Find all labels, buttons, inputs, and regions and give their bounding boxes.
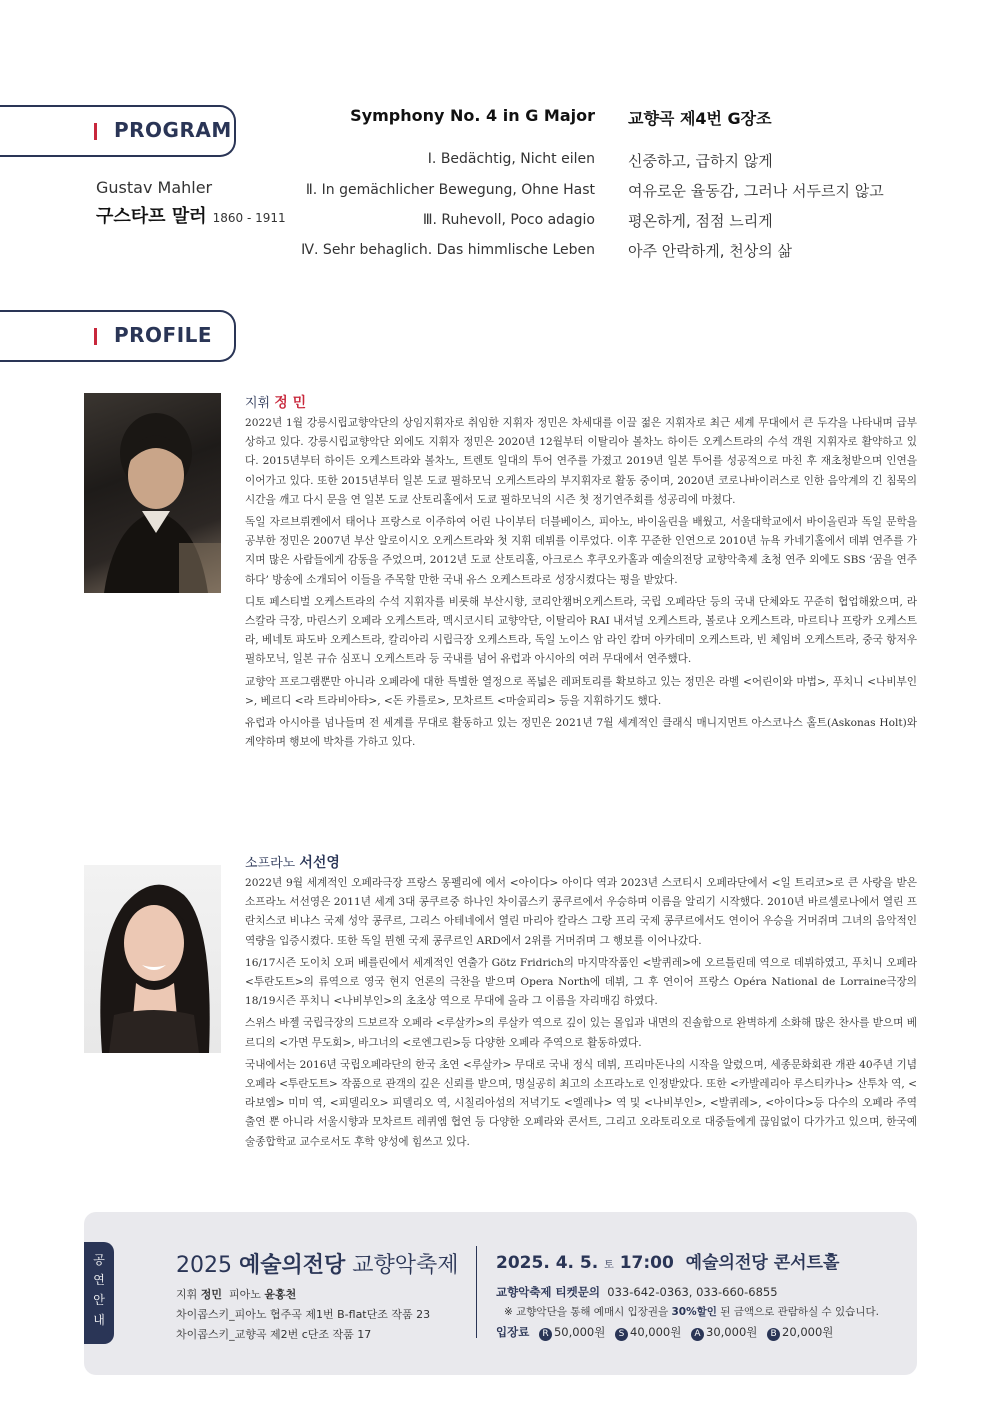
movement-3-en: Ⅲ. Ruhevoll, Poco adagio [422,212,595,228]
venue-brand-logo: 예술의전당 [239,1253,346,1278]
price-label: 입장료 [496,1325,530,1339]
footer-conductor-name: 정민 [200,1288,223,1301]
price-a: 30,000원 [706,1325,758,1339]
soprano-bio-paragraph: 국내에서는 2016년 국립오페라단의 한국 초연 <루살카> 무대로 국내 정식 데뷔, 프리마돈나의 시작을 알렸으며, 세종문화회관 개관 40주년 기념 오페라 <투란도트> 작품으로 관객의 깊은 신뢰를 받으며, 명실공히 최고의 소프라노로 인정받았다. 또한 <카발레리아 루스티카나> 산투차 역, <라보엠> 미미 역, <피델리오> 피델리오 역, 시칠리아섬의 저녁기도 <엘레나> 역 및 <나비부인>, <발퀴레>, <아이다>등 다수의 오페라 주역 출연 뿐 아니라 서울시향과 모차르트 레퀴엠 협연 등 다양한 오페라와 콘서트, 그리고 오라토리오로 대중들에게 끊임없이 다가가고 있으며, 한국예술종합학교 교수로서도 후학 양성에 힘쓰고 있다. [245,1058,917,1148]
ticket-inquiry-label: 교향악축제 티켓문의 [496,1285,600,1299]
performance-info-tag-label: 공연안내 [93,1253,105,1327]
movement-1-en: Ⅰ. Bedächtig, Nicht eilen [427,151,595,167]
soprano-role: 소프라노 [245,856,296,871]
conductor-bio-paragraph: 교향악 프로그램뿐만 아니라 오페라에 대한 특별한 열정으로 폭넓은 레퍼토리를 확보하고 있는 정민은 라벨 <어린이와 마법>, 푸치니 <나비부인>, 베르디 <라 트라비아타>, <돈 카를로>, 모차르트 <마술피리> 등을 지휘하기도 했다. [245,675,917,707]
movement-2-en: Ⅱ. In gemächlicher Bewegung, Ohne Hast [305,182,595,198]
conductor-label: 지휘 [176,1288,198,1301]
footer-divider [476,1246,477,1338]
discount-note [504,1304,879,1319]
work-title-ko: 교향곡 제4번 G장조 [628,109,772,128]
soprano-bio [245,874,917,1155]
profile-section-tab [0,310,236,362]
soprano-heading [245,852,340,872]
festival-name: 교향악축제 [352,1253,459,1278]
conductor-bio-paragraph: 2022년 1월 강릉시립교향악단의 상임지휘자로 취임한 지휘자 정민은 차세대를 이끌 젊은 지휘자로 최근 세계 무대에서 큰 두각을 나타내며 급부상하고 있다. 강릉시립교향악단 외에도 지휘자 정민은 2020년 12월부터 이탈리아 볼차노 하이든 오케스트라의 수석 객원 지휘자로 활약하고 있다. 2015년부터 하이든 오케스트라와 볼차노, 트렌토 일대의 투어 연주를 가졌고 2019년 일본 투어를 성공적으로 마친 후 재초청받으며 인연을 이어가고 있다. 또한 2015년부터 일본 도쿄 필하모닉 오케스트라의 부지휘자로 활동 중이며, 2020년 코로나바이러스로 인한 음악계의 긴 침묵의 시간을 깨고 다시 문을 연 일본 도쿄 산토리홀에서 도쿄 필하모닉의 시즌 첫 정기연주회를 성공리에 마쳤다. [245,417,917,506]
grade-r-badge: R [539,1328,552,1341]
ticket-phones: 033-642-0363, 033-660-6855 [607,1285,778,1299]
price-b: 20,000원 [782,1325,834,1339]
grade-s-badge: S [615,1328,628,1341]
section-marker [94,123,97,140]
price-list [496,1324,833,1341]
soprano-portrait-illustration [84,865,221,1053]
performers-line [176,1286,296,1302]
discount-rate: 30%할인 [671,1306,717,1318]
price-s: 40,000원 [630,1325,682,1339]
conductor-heading [245,392,306,412]
conductor-bio [245,414,917,755]
conductor-bio-paragraph: 독일 자르브뤼켄에서 태어나 프랑스로 이주하여 어린 나이부터 더블베이스, 피아노, 바이올린을 배웠고, 서울대학교에서 바이올린과 독일 문학을 공부한 정민은 2007년 부산 알로이시오 오케스트라와 첫 지휘 데뷔를 이루었다. 이후 꾸준한 인연으로 2010년 뉴욕 카네기홀에서 데뷔 연주를 가지며 많은 사람들에게 감동을 주었으며, 2012년 도쿄 산토리홀, 아크로스 후쿠오카홀과 예술의전당 교향악축제 초청 연주 외에도 SBS ‘꿈을 연주하다’ 방송에 소개되어 이들을 주목할 만한 국내 유스 오케스트라로 성장시켰다는 평을 받았다. [245,516,917,586]
piano-label: 피아노 [229,1288,261,1301]
section-marker [94,328,97,345]
profile-heading: PROFILE [114,323,213,347]
performance-datetime [496,1248,839,1273]
movement-2-ko: 여유로운 율동감, 그러나 서두르지 않고 [628,182,884,200]
movement-4-en: Ⅳ. Sehr behaglich. Das himmlische Leben [301,242,595,258]
ticket-inquiry [496,1284,778,1300]
composer-name-ko [96,202,286,228]
program-heading: PROGRAM [114,118,232,142]
movement-4-ko: 아주 안락하게, 천상의 삶 [628,242,792,260]
festival-year: 2025 [176,1253,232,1278]
soprano-bio-paragraph: 2022년 9월 세계적인 오페라극장 프랑스 몽펠리에 에서 <아이다> 아이다 역과 2023년 스코티시 오페라단에서 <일 트리코>로 큰 사랑을 받은 소프라노 서선영은 2011년 세계 3대 콩쿠르중 하나인 차이콥스키 콩쿠르에서 우승하며 이름을 알리기 시작했다. 2010년 바르셀로나에서 열린 프란치스코 비냐스 국제 성악 콩쿠르, 그리스 아테네에서 열린 마리아 칼라스 그랑 프리 국제 콩쿠르에서도 연이어 우승을 거머쥐며 그녀의 음악적인 역량을 입증시켰다. 또한 독일 뮌헨 국제 콩쿠르인 ARD에서 2위를 거머쥐며 그 행보를 이어나갔다. [245,877,917,947]
soprano-bio-paragraph: 16/17시즌 도이치 오퍼 베를린에서 세계적인 연출가 Götz Fridrich의 마지막작품인 <발퀴레>에 오르틀린데 역으로 데뷔하였고, 푸치니 오페라 <투란도트>의 류역으로 영국 현지 언론의 극찬을 받으며 Opera North에 데뷔, 그 후 연이어 프랑스 Opéra National de Lorraine극장의 18/19시즌 푸치니 <나비부인>의 초초상 역으로 무대에 올라 그 이름을 자리매김 하였다. [245,956,917,1008]
composer-name-en: Gustav Mahler [96,178,213,197]
concert-hall-logo: 예술의전당 콘서트홀 [685,1253,840,1273]
soprano-photo [84,865,221,1053]
conductor-role: 지휘 [245,396,271,411]
movement-1-ko: 신중하고, 급하지 않게 [628,152,773,170]
conductor-name: 정 민 [274,395,307,411]
conductor-photo [84,393,221,593]
performance-info-tag [84,1242,114,1344]
performance-day: 토 [604,1260,614,1271]
grade-a-badge: A [691,1328,704,1341]
work-title-en: Symphony No. 4 in G Major [350,106,595,125]
soprano-bio-paragraph: 스위스 바젤 국립극장의 드보르작 오페라 <루살카>의 루살카 역으로 깊이 있는 몰입과 내면의 진솔함으로 완벽하게 소화해 많은 찬사를 받으며 베르디의 <가면 무도회>, 바그너의 <로엔그린>등 다양한 오페라 주역으로 활동하였다. [245,1017,917,1049]
composer-years: 1860 - 1911 [212,211,286,225]
discount-note-prefix: ※ 교향악단을 통해 예매시 입장권을 [504,1306,672,1318]
discount-note-suffix: 된 금액으로 관람하실 수 있습니다. [716,1306,879,1318]
repertoire-line-1: 차이콥스키_피아노 협주곡 제1번 B-flat단조 작품 23 [176,1308,431,1321]
composer-name-ko-text: 구스타프 말러 [96,206,207,227]
movement-3-ko: 평온하게, 점점 느리게 [628,212,773,230]
pianist-name: 윤홍천 [264,1288,297,1301]
price-r: 50,000원 [553,1325,606,1339]
performance-date: 2025. 4. 5. [496,1253,599,1273]
grade-b-badge: B [767,1328,780,1341]
festival-title [176,1248,459,1279]
repertoire-line-2: 차이콥스키_교향곡 제2번 c단조 작품 17 [176,1328,372,1341]
program-section-tab [0,105,236,157]
conductor-bio-paragraph: 디토 페스티벌 오케스트라의 수석 지휘자를 비롯해 부산시향, 코리안챔버오케스트라, 국립 오페라단 등의 국내 단체와도 꾸준히 협업해왔으며, 라 스칼라 극장, 마린스키 오페라 오케스트라, 멕시코시티 교향악단, 이탈리아 RAI 내셔널 오케스트라, 볼로냐 오케스트라, 마르티나 프랑카 오케스트라, 베네토 파도바 오케스트라, 칼리아리 시립극장 오케스트라, 독일 노이스 암 라인 캄머 아카데미 오케스트라, 빈 체임버 오케스트라, 중국 항저우 필하모닉, 일본 규슈 심포니 오케스트라 등 국내를 넘어 유럽과 아시아의 여러 무대에서 연주했다. [245,595,917,666]
performance-time: 17:00 [619,1253,674,1273]
conductor-bio-paragraph: 유럽과 아시아를 넘나들며 전 세계를 무대로 활동하고 있는 정민은 2021년 7월 세계적인 클래식 매니지먼트 아스코나스 홀트(Askonas Holt)와 계약하며 행보에 박차를 가하고 있다. [245,717,917,749]
conductor-portrait-illustration [84,393,221,593]
soprano-name: 서선영 [299,855,340,871]
